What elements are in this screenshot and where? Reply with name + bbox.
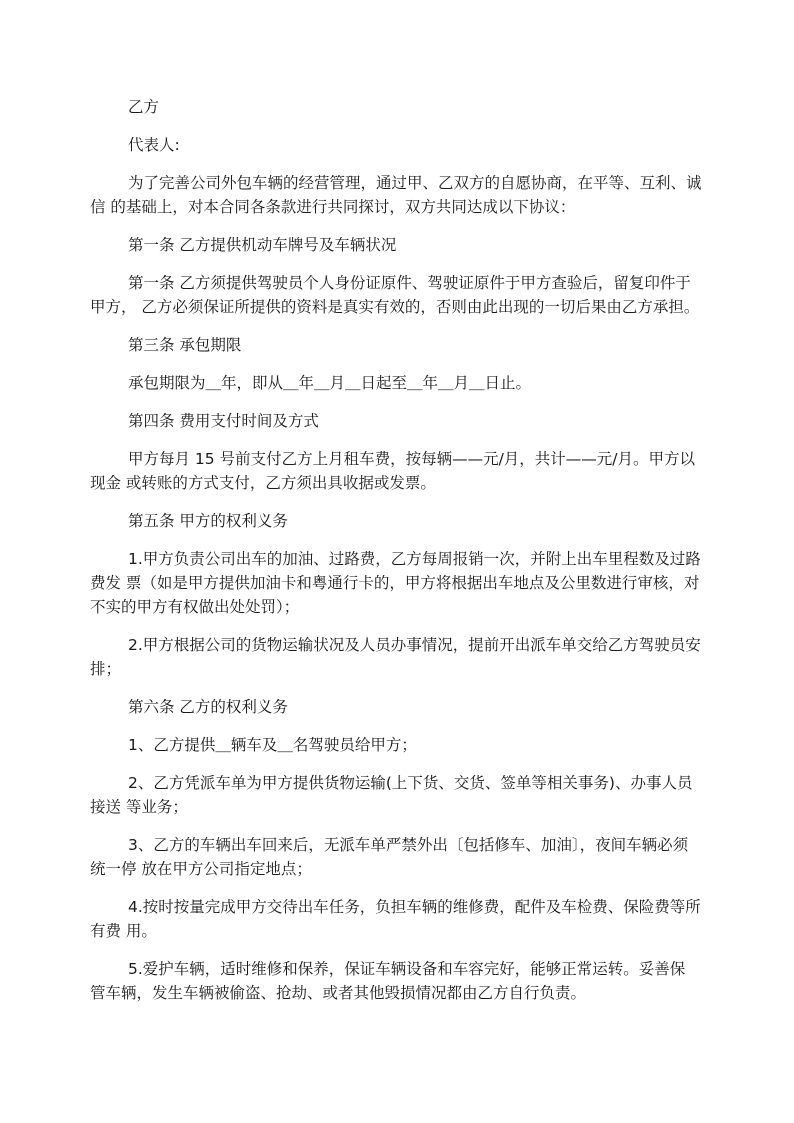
article-4-heading: 第四条 费用支付时间及方式 xyxy=(128,412,319,430)
article-5-item-1: 1.甲方负责公司出车的加油、过路费，乙方每周报销一次，并附上出车里程数及过路费发 票（如是甲方提供加油卡和粤通行卡的，甲方将根据出车地点及公里数进行审核，对不实的甲方有权做出处处罚）； xyxy=(90,550,701,616)
document-page xyxy=(90,95,702,1005)
article-6-item-2: 2、乙方凭派车单为甲方提供货物运输(上下货、交货、签单等相关事务)、办事人员接送 等业务； xyxy=(90,774,693,816)
article-5-heading: 第五条 甲方的权利义务 xyxy=(128,512,288,530)
party-b-label: 乙方 xyxy=(128,98,160,116)
article-6-item-4: 4.按时按量完成甲方交待出车任务，负担车辆的维修费，配件及车检费、保险费等所有费 用。 xyxy=(90,898,701,940)
article-3-body: 承包期限为＿年，即从＿年＿月＿日起至＿年＿月＿日止。 xyxy=(128,374,532,392)
article-4-body: 甲方每月 15 号前支付乙方上月租车费，按每辆——元/月，共计——元/月。甲方以现金 或转账的方式支付，乙方须出具收据或发票。 xyxy=(90,450,696,492)
article-6-heading: 第六条 乙方的权利义务 xyxy=(128,698,288,716)
article-1-heading: 第一条 乙方提供机动车牌号及车辆状况 xyxy=(128,236,397,254)
representative-label: 代表人: xyxy=(128,136,180,154)
article-1-body: 第一条 乙方须提供驾驶员个人身份证原件、驾驶证原件于甲方查验后，留复印件于甲方， 乙方必须保证所提供的资料是真实有效的，否则由此出现的一切后果由乙方承担。 xyxy=(90,274,700,316)
article-5-item-2: 2.甲方根据公司的货物运输状况及人员办事情况，提前开出派车单交给乙方驾驶员安 排； xyxy=(90,636,701,678)
article-6-item-1: 1、乙方提供＿辆车及＿名驾驶员给甲方； xyxy=(128,736,417,754)
article-3-heading: 第三条 承包期限 xyxy=(128,336,242,354)
preamble-paragraph: 为了完善公司外包车辆的经营管理，通过甲、乙双方的自愿协商，在平等、互利、诚信 的基础上，对本合同各条款进行共同探讨，双方共同达成以下协议： xyxy=(90,174,702,216)
article-6-item-5: 5.爱护车辆，适时维修和保养，保证车辆设备和车容完好，能够正常运转。妥善保 管车辆，发生车辆被偷盗、抢劫、或者其他毁损情况都由乙方自行负责。 xyxy=(90,960,686,1002)
article-6-item-3: 3、乙方的车辆出车回来后，无派车单严禁外出〔包括修车、加油〕，夜间车辆必须统一停 放在甲方公司指定地点； xyxy=(90,836,689,878)
